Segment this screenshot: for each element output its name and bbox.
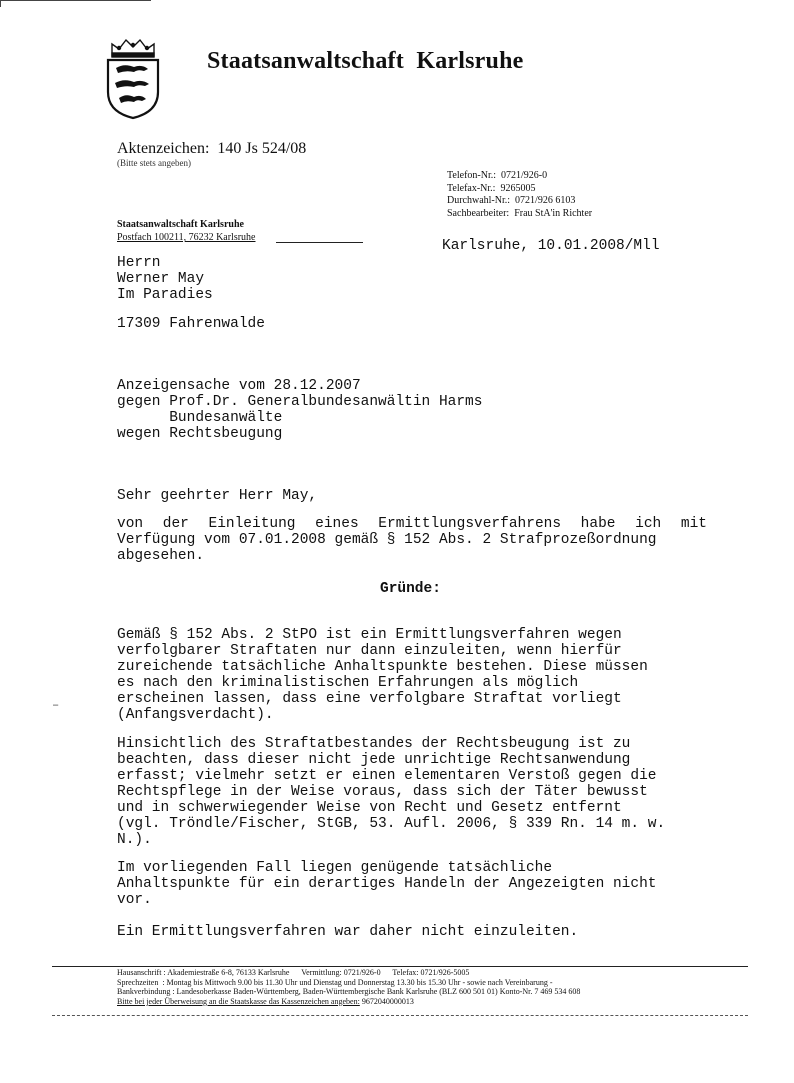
paragraph-conclusion: Ein Ermittlungsverfahren war daher nicht einzuleiten. xyxy=(117,924,579,940)
recipient-address xyxy=(117,255,213,303)
recipient-city: 17309 Fahrenwalde xyxy=(117,316,265,332)
paragraph-decision-last: abgesehen. xyxy=(117,548,205,564)
footer-address: Hausanschrift : Akademiestraße 6-8, 76133 Karlsruhe Vermittlung: 0721/926-0 Telefax: 0721/926-5005 xyxy=(117,968,470,977)
contact-durchwahl: Durchwahl-Nr.: 0721/926 6103 xyxy=(447,195,576,206)
footer-bottom-divider xyxy=(52,1015,748,1016)
contact-telefax: Telefax-Nr.: 9265005 xyxy=(447,182,536,194)
paragraph-decision-main: von der Einleitung eines Ermittlungsverfahrens habe ich mit Verfügung vom 07.01.2008 gemäß § 152 Abs. 2 Strafprozeßordnung xyxy=(117,516,707,548)
subject-line-2: gegen Prof.Dr. Generalbundesanwältin Harms xyxy=(117,394,483,410)
footer-hours: Sprechzeiten : Montag bis Mittwoch 9.00 bis 11.30 Uhr und Dienstag und Donnerstag 13.30 bis 15.30 Uhr - sowie nach Vereinbarung - xyxy=(117,977,553,987)
sender-address: Postfach 100211, 76232 Karlsruhe xyxy=(117,232,256,243)
subject-line-4: wegen Rechtsbeugung xyxy=(117,426,283,442)
coat-of-arms-logo xyxy=(104,36,162,120)
footer-payment-note: Bitte bei jeder Überweisung an die Staatskasse das Kassenzeichen angeben: xyxy=(117,996,360,1006)
footer-kassenzeichen: 9672040000013 xyxy=(359,996,414,1006)
aktenzeichen-note: (Bitte stets angeben) xyxy=(117,158,191,168)
authority-title: Staatsanwaltschaft Karlsruhe xyxy=(207,48,524,74)
date-line: Karlsruhe, 10.01.2008/Mll xyxy=(442,238,660,254)
sender-divider xyxy=(276,242,363,243)
footer-divider xyxy=(52,966,748,967)
contact-telefon: Telefon-Nr.: 0721/926-0 xyxy=(447,170,548,181)
recipient-line-1: Herrn xyxy=(117,255,161,271)
scan-border-mark xyxy=(0,0,151,7)
margin-mark: – xyxy=(52,698,60,712)
subject-block xyxy=(117,378,482,442)
sender-name: Staatsanwaltschaft Karlsruhe xyxy=(117,219,244,230)
lions-icon xyxy=(115,65,149,103)
section-heading: Gründe: xyxy=(380,581,441,597)
paragraph-rechtsbeugung: Hinsichtlich des Straftatbestandes der Rechtsbeugung ist zu beachten, dass dieser nicht jede unrichtige Rechtsanwendung erfasst; vielmehr setzt er einen elementaren Verstoß gegen die Rechtspflege in der Weise voraus, dass sich der Täter bewusst und in schwerwiegender Weise von Recht und Gesetz entfernt (vgl. Tröndle/Fischer, StGB, 53. Aufl. 2006, § 339 Rn. 14 m. w. N.). xyxy=(117,736,666,848)
paragraph-assessment: Im vorliegenden Fall liegen genügende tatsächliche Anhaltspunkte für ein derartiges Handeln der Angezeigten nicht vor. xyxy=(117,860,657,908)
salutation: Sehr geehrter Herr May, xyxy=(117,488,318,504)
footer-bank: Bankverbindung : Landesoberkasse Baden-Württemberg, Baden-Württembergische Bank Karlsruhe (BLZ 600 501 01) Konto-Nr. 7 469 534 608 xyxy=(117,987,581,997)
recipient-line-2: Werner May xyxy=(117,271,205,287)
subject-line-3: Bundesanwälte xyxy=(117,410,283,426)
paragraph-legal-basis: Gemäß § 152 Abs. 2 StPO ist ein Ermittlungsverfahren wegen verfolgbarer Straftaten nur dann einzuleiten, wenn hierfür zureichende tatsächliche Anhaltspunkte bestehen. Diese müssen es nach den kriminalistischen Erfahrungen als möglich erscheinen lassen, dass eine verfolgbare Straftat vorliegt (Anfangsverdacht). xyxy=(117,627,648,723)
paragraph-decision xyxy=(117,516,707,564)
recipient-line-3: Im Paradies xyxy=(117,287,213,303)
contact-sachbearbeiter: Sachbearbeiter: Frau StA'in Richter xyxy=(447,207,593,219)
crown-icon xyxy=(112,40,154,57)
aktenzeichen: Aktenzeichen: 140 Js 524/08 xyxy=(117,140,307,157)
footer-block xyxy=(117,968,580,1006)
contact-block xyxy=(447,170,592,220)
subject-line-1: Anzeigensache vom 28.12.2007 xyxy=(117,378,361,394)
